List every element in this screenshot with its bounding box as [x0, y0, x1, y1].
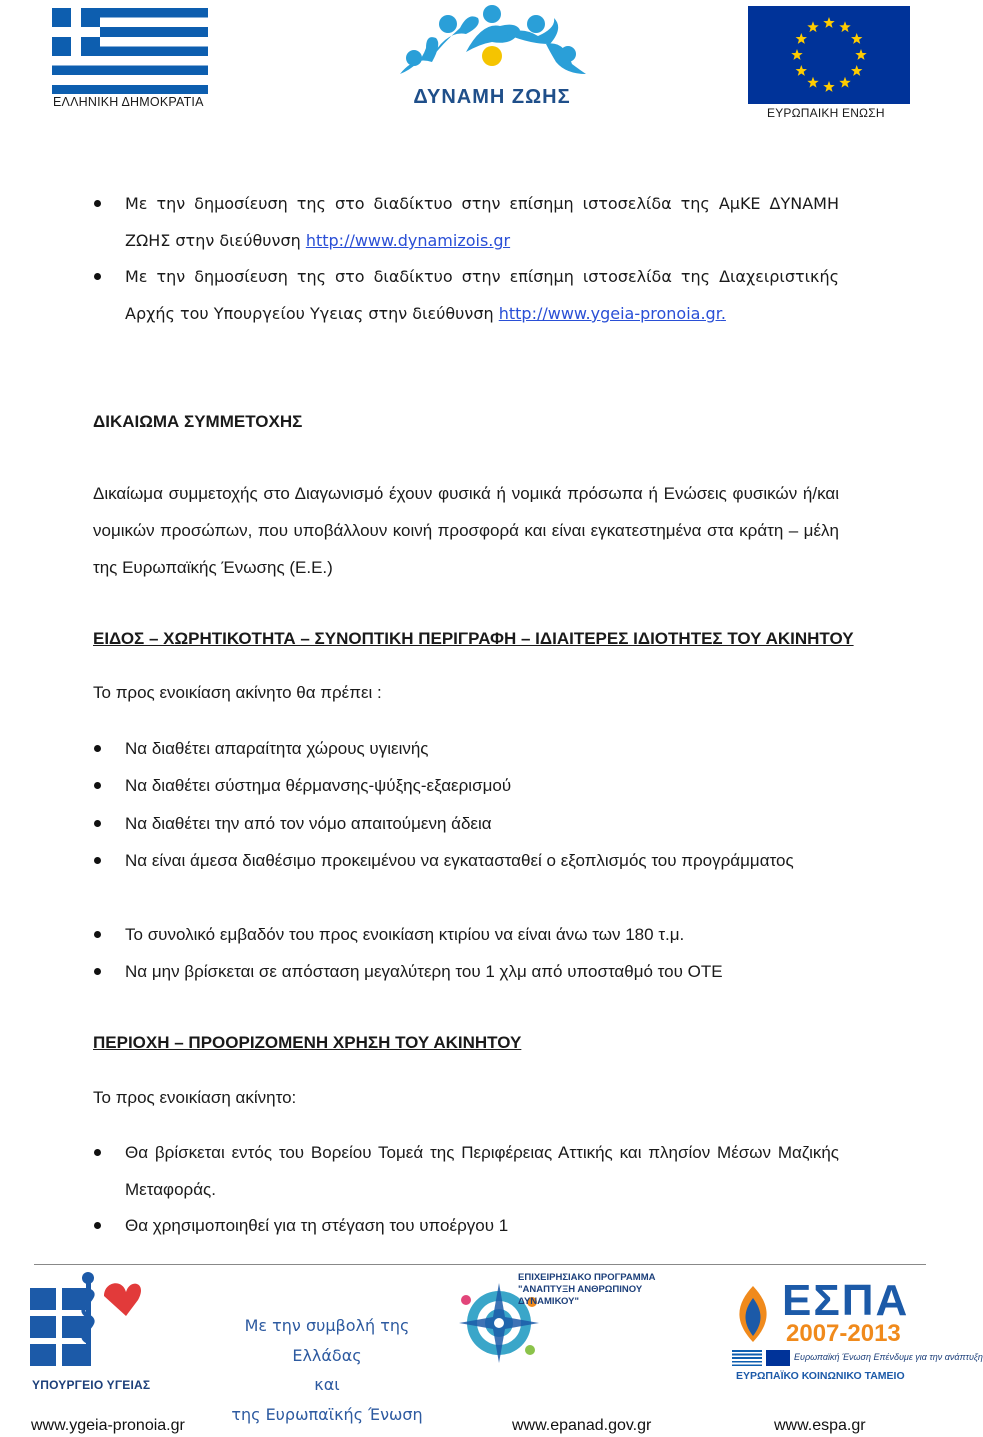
- contribution-line: της Ευρωπαϊκής Ένωση: [231, 1404, 423, 1424]
- eu-caption: ΕΥΡΩΠΑΙΚΗ ΕΝΩΣΗ: [767, 106, 885, 120]
- op-title: [518, 1272, 668, 1308]
- espa-url-link[interactable]: www.espa.gr: [774, 1417, 866, 1434]
- bullet-dot: [94, 200, 101, 207]
- dynamizois-link[interactable]: http://www.dynamizois.gr: [305, 231, 511, 250]
- eu-star-icon: [851, 65, 862, 76]
- requirement-item: Να διαθέτει απαραίτητα χώρους υγιεινής: [125, 739, 429, 758]
- bullet-dot: [94, 857, 101, 864]
- espa-fund: ΕΥΡΩΠΑΪΚΟ ΚΟΙΝΩΝΙΚΟ ΤΑΜΕΙΟ: [736, 1370, 905, 1382]
- op-title-line: "ΑΝΑΠΤΥΞΗ ΑΝΘΡΩΠΙΝΟΥ ΔΥΝΑΜΙΚΟΥ": [518, 1284, 643, 1307]
- bullet-dot: [94, 1222, 101, 1229]
- eu-star-icon: [791, 49, 802, 60]
- area-item: Θα βρίσκεται εντός του Βορείου Τομεά της Περιφέρειας Αττικής και πλησίον Μέσων Μαζικής Μεταφοράς.: [125, 1143, 839, 1199]
- espa-slogan: Ευρωπαϊκή Ένωση Επένδυμε για την ανάπτυξη: [794, 1352, 983, 1362]
- espa-logo: [728, 1270, 983, 1386]
- contribution-line: και: [314, 1375, 340, 1394]
- area-heading: ΠΕΡΙΟΧΗ – ΠΡΟΟΡΙΖΟΜΕΝΗ ΧΡΗΣΗ ΤΟΥ ΑΚΙΝΗΤΟΥ: [93, 1033, 522, 1052]
- property-type-intro: Το προς ενοικίαση ακίνητο θα πρέπει :: [93, 683, 382, 702]
- eu-star-icon: [796, 65, 807, 76]
- footer-divider: [34, 1264, 926, 1265]
- bullet-dot: [94, 745, 101, 752]
- greece-caption: ΕΛΛΗΝΙΚΗ ΔΗΜΟΚΡΑΤΙΑ: [53, 95, 204, 109]
- dynami-zois-logo: [396, 4, 588, 78]
- eu-star-icon: [839, 77, 850, 88]
- contribution-line: Με την συμβολή της: [244, 1316, 410, 1335]
- greek-flag-mini-icon: [732, 1350, 762, 1366]
- eu-flag-logo: [748, 6, 910, 104]
- epanad-url-link[interactable]: www.epanad.gov.gr: [512, 1417, 652, 1434]
- bullet-dot: [94, 273, 101, 280]
- eu-star-icon: [823, 81, 834, 92]
- requirement-item: Να μην βρίσκεται σε απόσταση μεγαλύτερη του 1 χλμ από υποσταθμό του ΟΤΕ: [125, 962, 723, 981]
- greek-flag-logo: [52, 8, 208, 94]
- requirement-item: Να διαθέτει σύστημα θέρμανσης-ψύξης-εξαερισμού: [125, 776, 512, 795]
- bullet-dot: [94, 931, 101, 938]
- requirement-item: Να διαθέτει την από τον νόμο απαιτούμενη άδεια: [125, 814, 492, 833]
- bullet-dot: [94, 820, 101, 827]
- eu-flag-mini-icon: [766, 1350, 790, 1366]
- eu-star-icon: [807, 21, 818, 32]
- publication-item: [125, 185, 839, 259]
- espa-flame-icon: [728, 1284, 778, 1344]
- participation-body: Δικαίωμα συμμετοχής στο Διαγωνισμό έχουν φυσικά ή νομικά πρόσωπα ή Ενώσεις φυσικών ή/και νομικών προσώπων, που υποβάλλουν κοινή προσφορά και είναι εγκατεστημένα στα κράτη – μέλη της Ευρωπαϊκής Ένωσης (Ε.Ε.): [93, 484, 839, 577]
- op-title-line: ΕΠΙΧΕΙΡΗΣΙΑΚΟ ΠΡΟΓΡΑΜΜΑ: [518, 1272, 656, 1283]
- espa-title: ΕΣΠΑ: [782, 1276, 910, 1325]
- eu-star-icon: [823, 17, 834, 28]
- ministry-of-health-logo: [30, 1270, 142, 1374]
- eu-star-icon: [855, 49, 866, 60]
- ministry-url-link[interactable]: www.ygeia-pronoia.gr: [31, 1417, 185, 1434]
- area-intro: Το προς ενοικίαση ακίνητο:: [93, 1088, 297, 1107]
- eu-star-icon: [851, 33, 862, 44]
- publication-item: [125, 258, 839, 332]
- property-type-heading: ΕΙΔΟΣ – ΧΩΡΗΤΙΚΟΤΗΤΑ – ΣΥΝΟΠΤΙΚΗ ΠΕΡΙΓΡΑΦΗ – ΙΔΙΑΙΤΕΡΕΣ ΙΔΙΟΤΗΤΕΣ ΤΟΥ ΑΚΙΝΗΤΟΥ: [93, 629, 854, 648]
- area-item: Θα χρησιμοποιηθεί για τη στέγαση του υποέργου 1: [125, 1216, 509, 1235]
- contribution-line: Ελλάδας: [292, 1345, 362, 1365]
- participation-heading: ΔΙΚΑΙΩΜΑ ΣΥΜΜΕΤΟΧΗΣ: [93, 412, 303, 431]
- contribution-text: [214, 1311, 440, 1429]
- eu-star-icon: [839, 21, 850, 32]
- dynami-zois-caption: ΔΥΝΑΜΗ ΖΩΗΣ: [413, 86, 571, 108]
- bullet-dot: [94, 968, 101, 975]
- requirement-item: Να είναι άμεσα διαθέσιμο προκειμένου να εγκατασταθεί ο εξοπλισμός του προγράμματος: [125, 851, 794, 870]
- publication-text: Με την δημοσίευση της στο διαδίκτυο στην επίσημη ιστοσελίδα της Διαχειριστικής Αρχής του Υπουργείου Υγειας στην διεύθυνση: [125, 267, 839, 323]
- requirement-item: Το συνολικό εμβαδόν του προς ενοικίαση κτιρίου να είναι άνω των 180 τ.μ.: [125, 925, 685, 944]
- eu-star-icon: [807, 77, 818, 88]
- link-suffix: .: [720, 304, 726, 323]
- ministry-caption: ΥΠΟΥΡΓΕΙΟ ΥΓΕΙΑΣ: [32, 1378, 151, 1392]
- publication-text: Με την δημοσίευση της στο διαδίκτυο στην επίσημη ιστοσελίδα της ΑμΚΕ ΔΥΝΑΜΗ ΖΩΗΣ στην διεύθυνση: [125, 194, 839, 250]
- bullet-dot: [94, 782, 101, 789]
- eu-star-icon: [796, 33, 807, 44]
- bullet-dot: [94, 1149, 101, 1156]
- ygeia-pronoia-link[interactable]: http://www.ygeia-pronoia.gr: [498, 304, 721, 323]
- espa-years: 2007-2013: [786, 1320, 901, 1347]
